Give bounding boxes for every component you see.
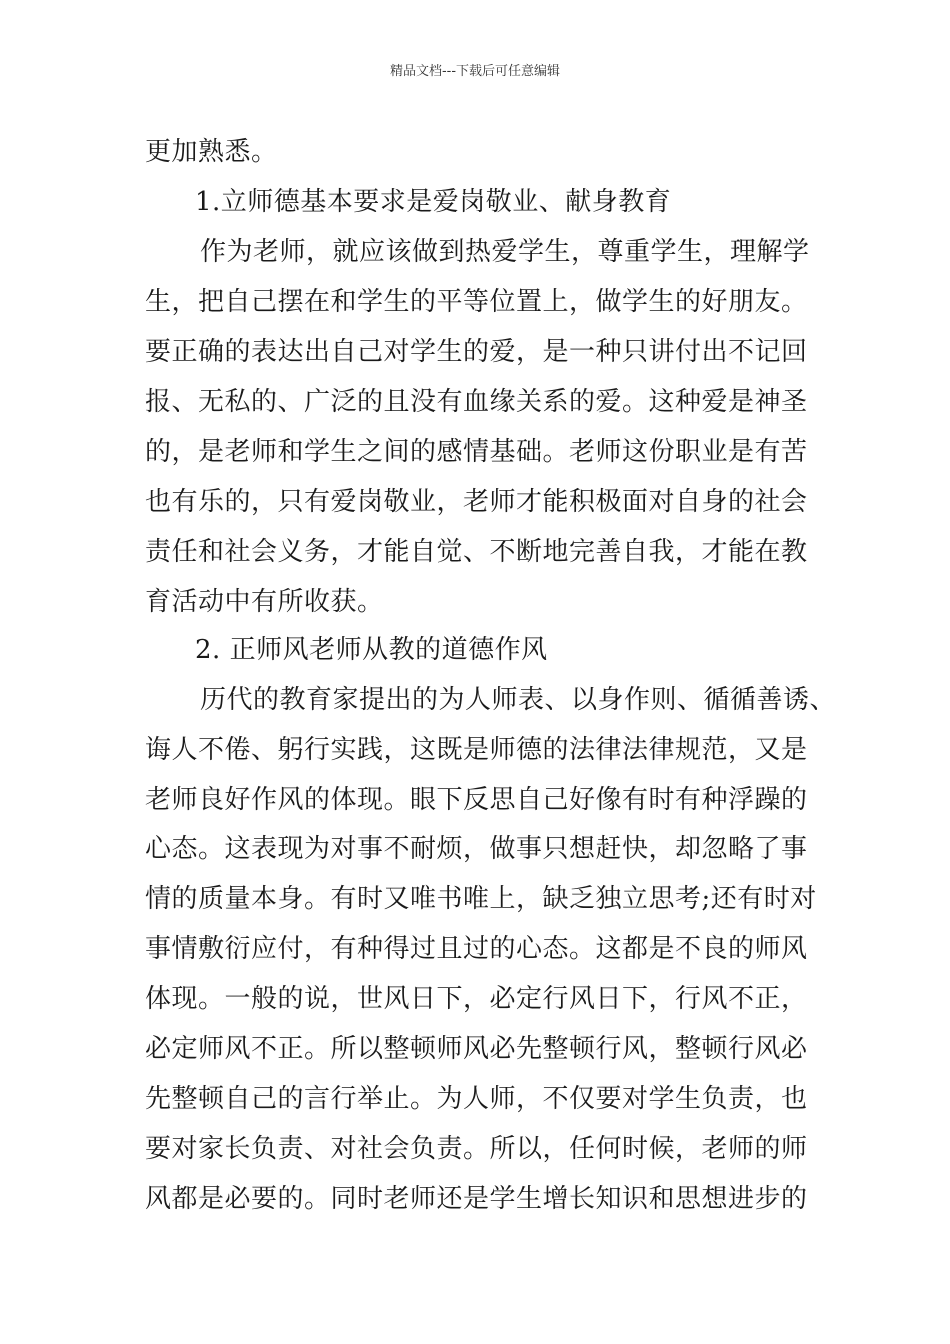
text-line: 要对家长负责、对社会负责。所以，任何时候，老师的师 bbox=[145, 1134, 808, 1164]
text-line: 要正确的表达出自己对学生的爱，是一种只讲付出不记回 bbox=[145, 337, 808, 367]
text-line: 作为老师，就应该做到热爱学生，尊重学生，理解学 bbox=[200, 237, 810, 267]
text-line: 风都是必要的。同时老师还是学生增长知识和思想进步的 bbox=[145, 1184, 808, 1214]
text-line: 育活动中有所收获。 bbox=[145, 587, 384, 617]
section-heading: 2. 正师风老师从教的道德作风 bbox=[195, 635, 548, 665]
text-line: 诲人不倦、躬行实践，这既是师德的法律法律规范，又是 bbox=[145, 735, 808, 765]
text-line: 老师良好作风的体现。眼下反思自己好像有时有种浮躁的 bbox=[145, 785, 808, 815]
text-line: 情的质量本身。有时又唯书唯上，缺乏独立思考;还有时对 bbox=[145, 884, 817, 914]
text-line: 事情敷衍应付，有种得过且过的心态。这都是不良的师风 bbox=[145, 934, 808, 964]
text-line: 心态。这表现为对事不耐烦，做事只想赶快，却忽略了事 bbox=[145, 834, 808, 864]
text-line: 更加熟悉。 bbox=[145, 137, 278, 167]
section-heading: 1.立师德基本要求是爱岗敬业、献身教育 bbox=[195, 187, 672, 217]
text-line: 的，是老师和学生之间的感情基础。老师这份职业是有苦 bbox=[145, 437, 808, 467]
text-line: 必定师风不正。所以整顿师风必先整顿行风，整顿行风必 bbox=[145, 1034, 808, 1064]
text-line: 也有乐的，只有爱岗敬业，老师才能积极面对自身的社会 bbox=[145, 487, 808, 517]
text-line: 责任和社会义务，才能自觉、不断地完善自我，才能在教 bbox=[145, 537, 808, 567]
text-line: 先整顿自己的言行举止。为人师，不仅要对学生负责，也 bbox=[145, 1084, 808, 1114]
text-line: 报、无私的、广泛的且没有血缘关系的爱。这种爱是神圣 bbox=[145, 387, 808, 417]
page-header: 精品文档---下载后可任意编辑 bbox=[389, 64, 561, 79]
text-line: 体现。一般的说，世风日下，必定行风日下，行风不正， bbox=[145, 984, 808, 1014]
text-line: 历代的教育家提出的为人师表、以身作则、循循善诱、 bbox=[200, 685, 837, 715]
text-line: 生，把自己摆在和学生的平等位置上，做学生的好朋友。 bbox=[145, 287, 808, 317]
